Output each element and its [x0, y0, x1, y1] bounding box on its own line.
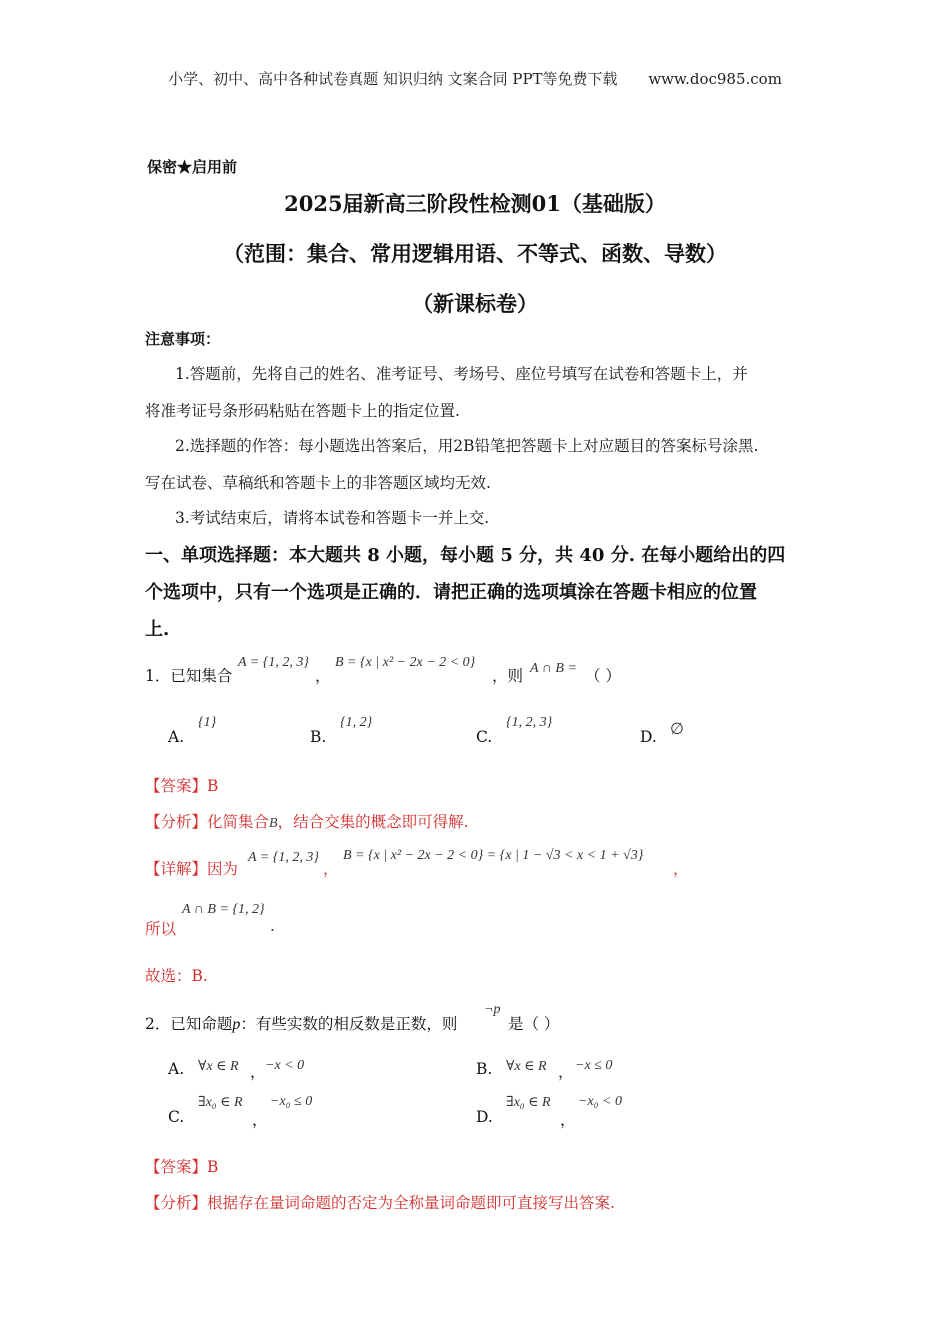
q2-option-b-sep: ，	[558, 1063, 574, 1081]
q1-expr: A ∩ B =	[530, 661, 577, 676]
q1-detail-end: ，	[673, 860, 689, 878]
q1-set-b: B = {x | x² − 2x − 2 < 0}	[335, 655, 476, 670]
title-scope: （范围：集合、常用逻辑用语、不等式、函数、导数）	[223, 241, 727, 266]
q1-so-expr: A ∩ B = {1, 2}	[182, 902, 265, 917]
q2-option-d-quant: ∃x₀ ∈ R	[506, 1095, 551, 1110]
q2-analysis	[145, 1191, 615, 1213]
header-site[interactable]: www.doc985.com	[648, 70, 782, 88]
q1-detail	[145, 857, 238, 879]
q2-option-a-cond: −x < 0	[265, 1058, 305, 1073]
header-text: 小学、初中、高中各种试卷真题 知识归纳 文案合同 PPT等免费下载	[168, 70, 618, 88]
q1-analysis-text-b: ，结合交集的概念即可得解.	[277, 813, 469, 831]
q2-analysis-label: 【分析】	[145, 1194, 208, 1212]
q1-paren: （ ）	[585, 667, 621, 685]
q2-option-a-quant: ∀x ∈ R	[198, 1059, 239, 1074]
q2-option-c-sep: ，	[252, 1111, 268, 1129]
q2-option-b-letter: B.	[476, 1060, 493, 1078]
q1-so-dot: .	[270, 917, 275, 935]
q1-comma: ，	[315, 667, 331, 685]
q1-option-d-letter: D.	[640, 728, 657, 746]
q2-option-b-quant: ∀x ∈ R	[506, 1059, 547, 1074]
q1-option-b-value: {1, 2}	[340, 715, 373, 730]
notice-heading: 注意事项：	[145, 330, 221, 348]
q1-option-c-letter: C.	[476, 728, 493, 746]
q2-option-d-cond: −x₀ < 0	[578, 1094, 622, 1109]
notice-line-2: 将准考证号条形码粘贴在答题卡上的指定位置.	[145, 402, 460, 420]
q2-option-a-sep: ，	[250, 1063, 266, 1081]
q1-analysis-text-a: 化简集合	[207, 813, 270, 831]
q1-analysis-var: B	[269, 816, 278, 831]
title-main: 2025届新高三阶段性检测01（基础版）	[284, 191, 666, 216]
q2-option-c-letter: C.	[168, 1108, 185, 1126]
q1-option-a-value: {1}	[198, 715, 217, 730]
q2-analysis-text: 根据存在量词命题的否定为全称量词命题即可直接写出答案.	[207, 1194, 615, 1212]
q2-option-a-letter: A.	[168, 1060, 185, 1078]
q1-stem	[145, 664, 232, 686]
notice-line-3: 2.选择题的作答：每小题选出答案后，用2B铅笔把答题卡上对应题目的答案标号涂黑.	[175, 437, 759, 455]
q2-prefix: 2．已知命题	[145, 1015, 233, 1033]
q2-option-b-cond: −x ≤ 0	[575, 1058, 613, 1073]
q1-option-c-value: {1, 2, 3}	[506, 715, 553, 730]
section1-line-2: 个选项中，只有一个选项是正确的．请把正确的选项填涂在答题卡相应的位置	[145, 582, 757, 603]
q1-detail-label: 【详解】	[145, 860, 208, 878]
q2-neg-p: ¬p	[484, 1002, 501, 1017]
q1-then: ，则	[492, 667, 524, 685]
q2-option-d-letter: D.	[476, 1108, 493, 1126]
q2-answer: 【答案】B	[145, 1158, 219, 1176]
q1-choose: 故选：B.	[145, 967, 208, 985]
q2-option-d-sep: ，	[560, 1111, 576, 1129]
q1-analysis	[145, 810, 469, 832]
q1-set-a: A = {1, 2, 3}	[238, 655, 309, 670]
q1-detail-comma: ，	[323, 860, 339, 878]
q2-p: p	[232, 1016, 241, 1033]
section1-line-1: 一、单项选择题：本大题共 8 小题，每小题 5 分，共 40 分. 在每小题给出的四	[145, 545, 786, 566]
secret-label: 保密★启用前	[147, 158, 238, 176]
q2-option-c-quant: ∃x₀ ∈ R	[198, 1095, 243, 1110]
notice-line-1: 1.答题前，先将自己的姓名、准考证号、考场号、座位号填写在试卷和答题卡上，并	[175, 365, 748, 383]
section1-line-3: 上.	[145, 619, 170, 640]
q2-suffix: 是（ ）	[508, 1015, 560, 1033]
q1-detail-set-b: B = {x | x² − 2x − 2 < 0} = {x | 1 − √3 < x < 1 + √3}	[343, 848, 644, 863]
page-header	[0, 68, 950, 89]
q1-analysis-label: 【分析】	[145, 813, 208, 831]
notice-line-4: 写在试卷、草稿纸和答题卡上的非答题区域均无效.	[145, 474, 491, 492]
q1-option-d-value: ∅	[670, 721, 684, 738]
title-type: （新课标卷）	[412, 291, 538, 316]
notice-line-5: 3.考试结束后，请将本试卷和答题卡一并上交.	[175, 509, 490, 527]
q1-detail-text: 因为	[207, 860, 239, 878]
q2-stem	[145, 1012, 457, 1034]
q1-detail-set-a: A = {1, 2, 3}	[248, 850, 319, 865]
q1-prefix: 1．已知集合	[145, 667, 233, 685]
q1-option-a-letter: A.	[168, 728, 185, 746]
q2-option-c-cond: −x₀ ≤ 0	[270, 1094, 313, 1109]
q1-option-b-letter: B.	[310, 728, 327, 746]
q2-mid: ：有些实数的相反数是正数，则	[240, 1015, 458, 1033]
q1-answer: 【答案】B	[145, 777, 219, 795]
q1-so: 所以	[145, 920, 177, 938]
